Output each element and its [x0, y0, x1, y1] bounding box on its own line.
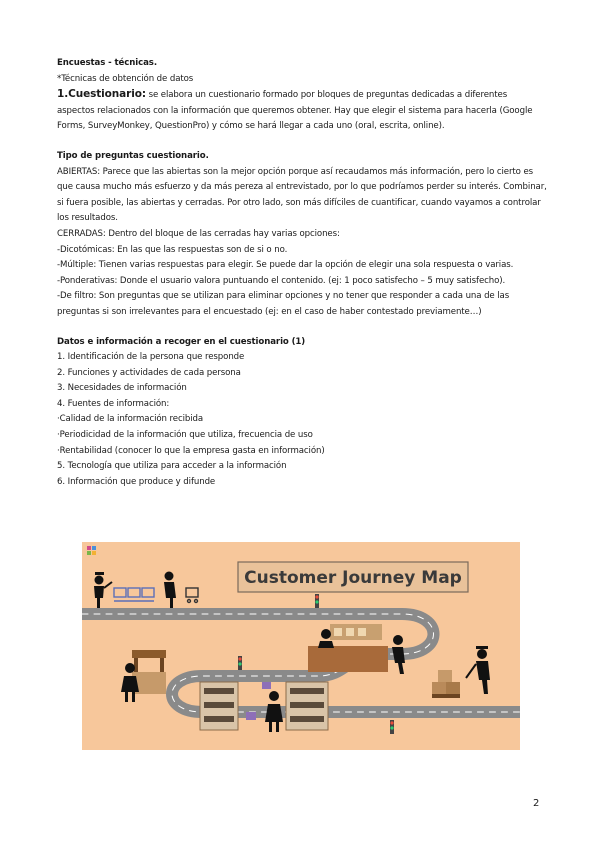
- customer-journey-map-illustration: [82, 542, 520, 750]
- data-collection-item: 4. Fuentes de información:: [57, 398, 170, 409]
- closed-questions-paragraph: CERRADAS: Dentro del bloque de las cerradas hay varias opciones:: [57, 228, 340, 239]
- open-questions-paragraph: ABIERTAS: Parece que las abiertas son la mejor opción porque así recaudamos más información, pero lo cierto es que causa mucho más esfuerzo y da más pereza al entrevistado, por lo que podríamos perder su interés. Combinar, si fuera posible, las abiertas y cerradas. Por otro lado, son más difíciles de cuantificar, cuando vayamos a controlar los resultados.: [57, 166, 547, 224]
- question-type-item: -Dicotómicas: En las que las respuestas son de si o no.: [57, 244, 288, 255]
- data-collection-item: 3. Necesidades de información: [57, 383, 187, 394]
- data-collection-item: 2. Funciones y actividades de cada persona: [57, 367, 241, 378]
- data-collection-item: ·Rentabilidad (conocer lo que la empresa gasta en información): [57, 445, 325, 456]
- traffic-light-icon: [315, 594, 319, 608]
- doc-subheading: *Técnicas de obtención de datos: [57, 73, 194, 84]
- data-collection-item: 1. Identificación de la persona que responde: [57, 352, 245, 363]
- question-type-item: -Múltiple: Tienen varias respuestas para elegir. Se puede dar la opción de elegir una sola respuesta o varias.: [57, 260, 514, 271]
- figure-title: Customer Journey Map: [244, 568, 462, 588]
- data-collection-item: ·Periodicidad de la información que utiliza, frecuencia de uso: [57, 430, 313, 441]
- questionnaire-label: 1.Cuestionario:: [57, 88, 146, 101]
- questionnaire-text: se elabora un cuestionario formado por bloques de preguntas dedicadas a diferentes aspectos relacionados con la información que queremos obtener. Hay que elegir el sistema para hacerla (Google Forms, SurveyMonkey, QuestionPro) y cómo se hará llegar a cada uno (oral, escrita, online).: [57, 90, 533, 132]
- document-body: [57, 56, 547, 490]
- data-collection-item: 6. Información que produce y difunde: [57, 476, 216, 487]
- question-type-item: -Ponderativas: Donde el usuario valora puntuando el contenido. (ej: 1 poco satisfecho – 5 muy satisfecho).: [57, 275, 506, 286]
- traffic-light-icon: [390, 720, 394, 734]
- question-type-item: -De filtro: Son preguntas que se utilizan para eliminar opciones y no tener que responder a cada una de las preguntas si son irrelevantes para el encuestado (ej: en el caso de haber contestado previamente…): [57, 291, 510, 317]
- data-collection-item: 5. Tecnología que utiliza para acceder a la información: [57, 461, 287, 472]
- traffic-light-icon: [238, 656, 242, 670]
- page-number: 2: [533, 798, 540, 809]
- doc-heading: Encuestas - técnicas.: [57, 58, 157, 68]
- data-collection-item: ·Calidad de la información recibida: [57, 414, 204, 425]
- questionnaire-paragraph: [57, 87, 547, 135]
- question-types-title: Tipo de preguntas cuestionario.: [57, 150, 209, 161]
- data-collection-title: Datos e información a recoger en el cuestionario (1): [57, 336, 306, 347]
